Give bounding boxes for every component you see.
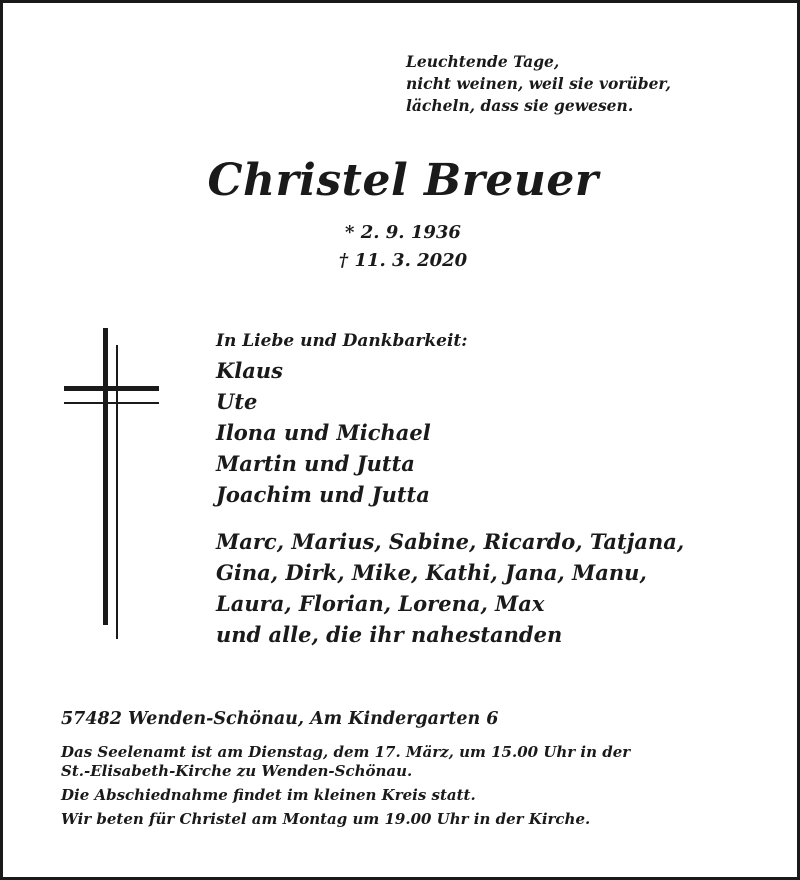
life-dates [3,219,800,275]
family-member: Ilona und Michael [216,420,431,445]
farewell-notice: Die Abschiednahme findet im kleinen Kreis statt. [61,786,476,804]
grandchildren-line: Marc, Marius, Sabine, Ricardo, Tatjana, [216,529,685,554]
family-member: Martin und Jutta [216,451,415,476]
motto-line: Leuchtende Tage, [406,52,560,71]
family-address: 57482 Wenden-Schönau, Am Kindergarten 6 [61,709,499,729]
requiem-notice-line: St.-Elisabeth-Kirche zu Wenden-Schönau. [61,762,413,780]
requiem-notice-line: Das Seelenamt ist am Dienstag, dem 17. März, um 15.00 Uhr in der [61,743,631,761]
family-member: Joachim und Jutta [216,482,430,507]
grandchildren-line: Laura, Florian, Lorena, Max [216,591,545,616]
grandchildren-line: Gina, Dirk, Mike, Kathi, Jana, Manu, [216,560,647,585]
motto-line: lächeln, dass sie gewesen. [406,96,634,115]
service-notices [61,743,630,829]
grandchildren-line: und alle, die ihr nahestanden [216,622,563,647]
death-date: † 11. 3. 2020 [338,250,468,271]
family-member: Klaus [216,358,283,383]
mourners-heading: In Liebe und Dankbarkeit: [216,331,468,351]
deceased-name: Christel Breuer [207,155,599,206]
family-list [216,355,431,510]
grandchildren-list [216,526,684,650]
motto-verse [406,51,671,117]
prayer-notice: Wir beten für Christel am Montag um 19.00 Uhr in der Kirche. [61,810,591,828]
family-member: Ute [216,389,258,414]
birth-date: * 2. 9. 1936 [345,222,461,243]
motto-line: nicht weinen, weil sie vorüber, [406,74,671,93]
